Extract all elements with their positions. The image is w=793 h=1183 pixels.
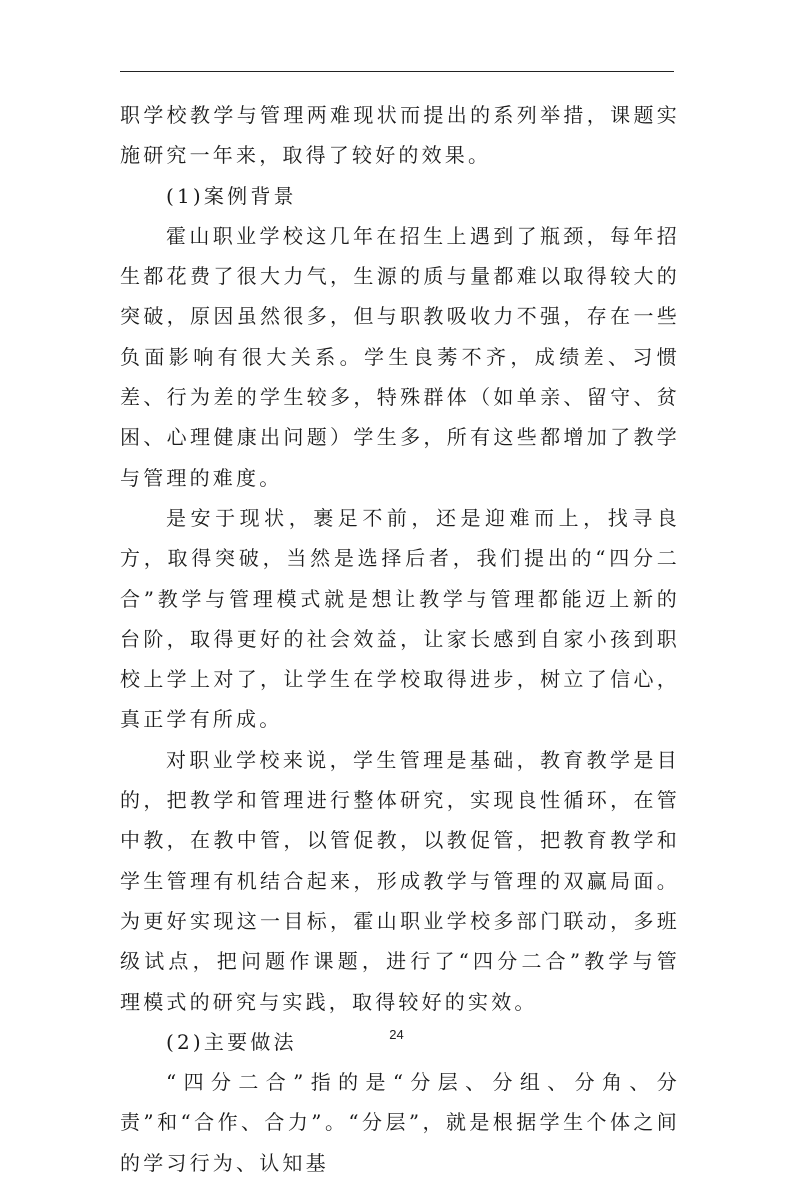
section-heading-case-background: (1)案例背景 (166, 183, 297, 208)
paragraph: 对职业学校来说，学生管理是基础，教育教学是目的，把教学和管理进行整体研究，实现良性循环，在管中教，在教中管，以管促教，以教促管，把教育教学和学生管理有机结合起来，形成教学与管理的双赢局面。为更好实现这一目标，霍山职业学校多部门联动，多班级试点，把问题作课题，进行了“四分二合”教学与管理模式的研究与实践，取得较好的实效。 (120, 747, 680, 1014)
paragraph: 霍山职业学校这几年在招生上遇到了瓶颈，每年招生都花费了很大力气，生源的质与量都难以取得较大的突破，原因虽然很多，但与职教吸收力不强，存在一些负面影响有很大关系。学生良莠不齐，成绩差、习惯差、行为差的学生较多，特殊群体（如单亲、留守、贫困、心理健康出问题）学生多，所有这些都增加了教学与管理的难度。 (120, 223, 680, 490)
page-number: 24 (389, 1027, 404, 1042)
section-heading-main-approach: (2)主要做法 (166, 1029, 297, 1054)
paragraph-continuation: 职学校教学与管理两难现状而提出的系列举措，课题实施研究一年来，取得了较好的效果。 (120, 103, 680, 168)
paragraph: 是安于现状，裹足不前，还是迎难而上，找寻良方，取得突破，当然是选择后者，我们提出的“四分二合”教学与管理模式就是想让教学与管理都能迈上新的台阶，取得更好的社会效益，让家长感到自家小孩到职校上学上对了，让学生在学校取得进步，树立了信心，真正学有所成。 (120, 505, 680, 732)
header-rule (120, 71, 674, 72)
paragraph: “四分二合”指的是“分层、分组、分角、分责”和“合作、合力”。“分层”，就是根据学生个体之间的学习行为、认知基 (120, 1070, 680, 1175)
body-text (120, 95, 680, 1183)
